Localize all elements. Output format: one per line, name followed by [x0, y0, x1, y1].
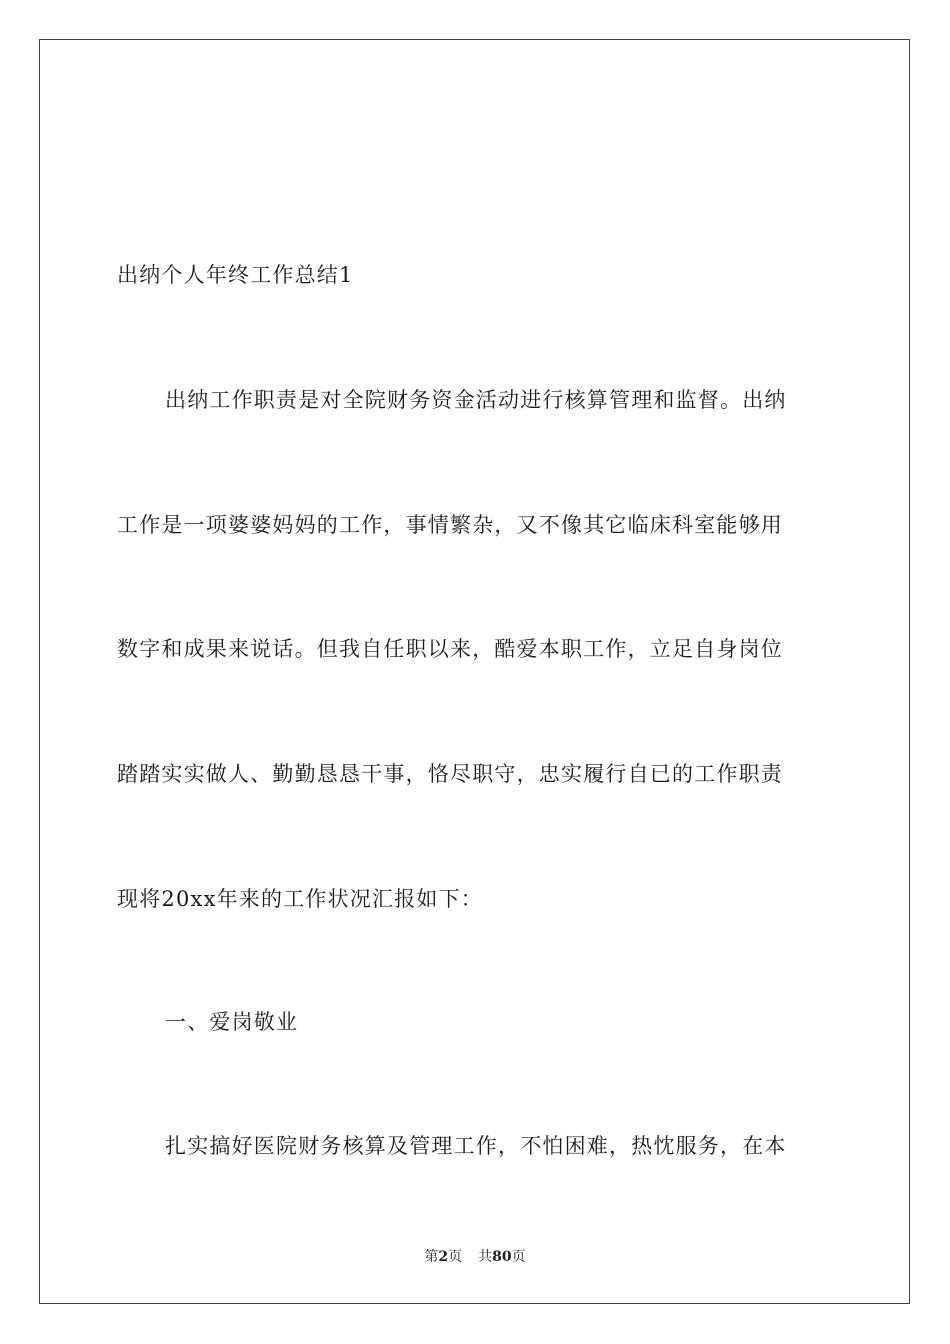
page-border [39, 39, 910, 1304]
section-paragraph-line-1: 扎实搞好医院财务核算及管理工作，不怕困难，热忱服务，在本 [165, 1134, 787, 1158]
footer-total-prefix: 共 [478, 1249, 493, 1265]
paragraph-line-2: 工作是一项婆婆妈妈的工作，事情繁杂，又不像其它临床科室能够用 [117, 513, 783, 537]
paragraph-line-5: 现将20xx年来的工作状况汇报如下： [117, 887, 484, 911]
footer-page-prefix: 第 [424, 1249, 439, 1265]
footer-total-number: 80 [492, 1249, 512, 1265]
document-title: 出纳个人年终工作总结1 [117, 263, 354, 287]
footer-page-suffix: 页 [448, 1249, 463, 1265]
paragraph-line-1: 出纳工作职责是对全院财务资金活动进行核算管理和监督。出纳 [165, 388, 787, 412]
paragraph-line-4: 踏踏实实做人、勤勤恳恳干事，恪尽职守，忠实履行自已的工作职责 [117, 762, 783, 786]
footer-total-suffix: 页 [511, 1249, 526, 1265]
page-footer [0, 1247, 950, 1267]
section-heading: 一、爱岗敬业 [165, 1010, 299, 1034]
footer-page-number: 2 [438, 1249, 449, 1265]
paragraph-line-3: 数字和成果来说话。但我自任职以来，酷爱本职工作，立足自身岗位 [117, 637, 783, 661]
